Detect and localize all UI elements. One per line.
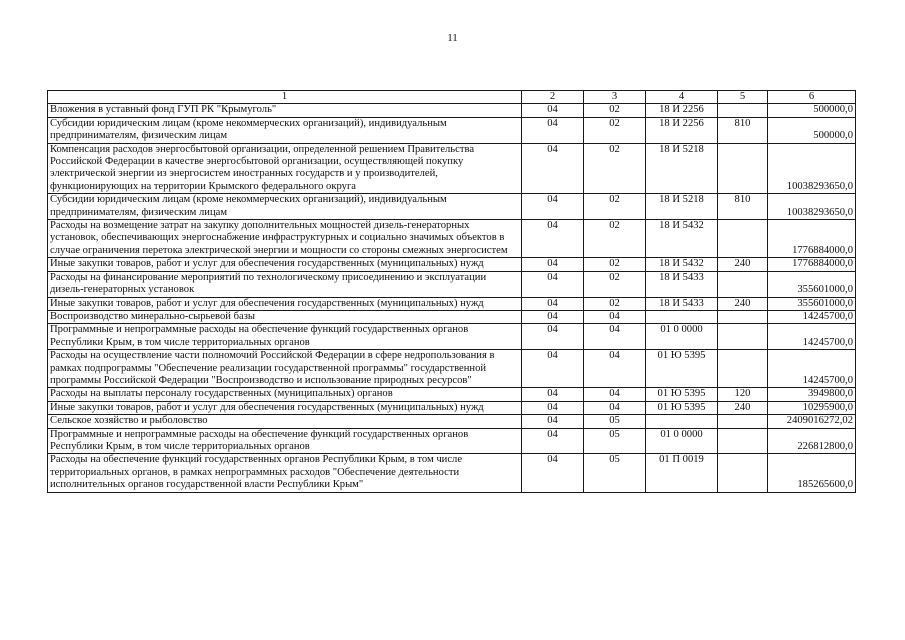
row-amount: 1776884000,0 (768, 258, 856, 271)
row-target-article: 18 И 5218 (646, 143, 718, 194)
row-amount: 14245700,0 (768, 350, 856, 388)
row-section: 04 (522, 401, 584, 414)
table-row (48, 117, 856, 143)
row-expense-type: 240 (718, 258, 768, 271)
row-target-article (646, 310, 718, 323)
row-subsection: 02 (584, 297, 646, 310)
row-amount: 14245700,0 (768, 310, 856, 323)
header-col-1: 1 (48, 91, 522, 104)
row-section: 04 (522, 454, 584, 492)
row-subsection: 02 (584, 258, 646, 271)
table-row (48, 194, 856, 220)
row-target-article: 18 И 2256 (646, 117, 718, 143)
table-row (48, 388, 856, 401)
row-expense-type: 240 (718, 297, 768, 310)
row-amount: 355601000,0 (768, 297, 856, 310)
row-expense-type: 810 (718, 117, 768, 143)
table-row (48, 454, 856, 492)
row-expense-type (718, 324, 768, 350)
row-subsection: 04 (584, 324, 646, 350)
row-subsection: 04 (584, 350, 646, 388)
row-amount: 14245700,0 (768, 324, 856, 350)
row-amount: 185265600,0 (768, 454, 856, 492)
row-target-article: 18 И 5432 (646, 220, 718, 258)
row-subsection: 02 (584, 143, 646, 194)
row-subsection: 04 (584, 388, 646, 401)
row-section: 04 (522, 143, 584, 194)
row-section: 04 (522, 415, 584, 428)
row-name: Вложения в уставный фонд ГУП РК "Крымуголь" (48, 104, 522, 117)
row-amount: 2409016272,02 (768, 415, 856, 428)
row-name: Воспроизводство минерально-сырьевой базы (48, 310, 522, 323)
row-name: Сельское хозяйство и рыболовство (48, 415, 522, 428)
table-row (48, 350, 856, 388)
row-name: Иные закупки товаров, работ и услуг для обеспечения государственных (муниципальных) нужд (48, 297, 522, 310)
table-row (48, 310, 856, 323)
row-target-article: 01 Ю 5395 (646, 401, 718, 414)
page-number: 11 (447, 32, 458, 44)
row-subsection: 02 (584, 194, 646, 220)
table-row (48, 258, 856, 271)
row-expense-type (718, 454, 768, 492)
row-amount: 1776884000,0 (768, 220, 856, 258)
row-name: Расходы на обеспечение функций государственных органов Республики Крым, в том числе территориальных органов, в рамках непрограммных расходов "Обеспечение деятельности исполнительных органов государственной власти Республики Крым" (48, 454, 522, 492)
row-section: 04 (522, 258, 584, 271)
row-target-article: 18 И 5433 (646, 271, 718, 297)
row-expense-type (718, 271, 768, 297)
row-expense-type: 120 (718, 388, 768, 401)
row-amount: 500000,0 (768, 117, 856, 143)
table-row (48, 104, 856, 117)
row-subsection: 02 (584, 104, 646, 117)
table-row (48, 220, 856, 258)
row-name: Иные закупки товаров, работ и услуг для обеспечения государственных (муниципальных) нужд (48, 401, 522, 414)
row-amount: 3949800,0 (768, 388, 856, 401)
row-expense-type (718, 220, 768, 258)
row-subsection: 05 (584, 454, 646, 492)
row-target-article: 18 И 5218 (646, 194, 718, 220)
header-col-5: 5 (718, 91, 768, 104)
row-name: Компенсация расходов энергосбытовой организации, определенной решением Правительства Российской Федерации в качестве энергосбытовой организации, осуществляющей покупку электрической энергии из энергосистем иностранных государств и у производителей, функционирующих на территории Крымского федерального округа (48, 143, 522, 194)
row-subsection: 04 (584, 401, 646, 414)
row-section: 04 (522, 388, 584, 401)
row-amount: 10038293650,0 (768, 194, 856, 220)
row-subsection: 02 (584, 117, 646, 143)
row-name: Расходы на возмещение затрат на закупку дополнительных мощностей дизель-генераторных установок, обеспечивающих энергоснабжение инфраструктурных и социально значимых объектов в случае ограничения перетока электрической энергии и мощности со стороны смежных энергосистем (48, 220, 522, 258)
row-name: Расходы на финансирование мероприятий по технологическому присоединению и эксплуатации дизель-генераторных установок (48, 271, 522, 297)
row-name: Иные закупки товаров, работ и услуг для обеспечения государственных (муниципальных) нужд (48, 258, 522, 271)
header-col-6: 6 (768, 91, 856, 104)
row-subsection: 05 (584, 415, 646, 428)
row-section: 04 (522, 220, 584, 258)
row-section: 04 (522, 350, 584, 388)
table-row (48, 401, 856, 414)
row-target-article: 01 П 0019 (646, 454, 718, 492)
row-name: Субсидии юридическим лицам (кроме некоммерческих организаций), индивидуальным предпринимателям, физическим лицам (48, 117, 522, 143)
row-section: 04 (522, 117, 584, 143)
row-section: 04 (522, 271, 584, 297)
row-expense-type (718, 428, 768, 454)
row-expense-type (718, 104, 768, 117)
row-name: Программные и непрограммные расходы на обеспечение функций государственных органов Республики Крым, в том числе территориальных органов (48, 428, 522, 454)
row-section: 04 (522, 297, 584, 310)
budget-table (47, 90, 856, 493)
row-subsection: 04 (584, 310, 646, 323)
table-row (48, 415, 856, 428)
row-section: 04 (522, 104, 584, 117)
row-target-article: 01 0 0000 (646, 428, 718, 454)
row-amount: 10295900,0 (768, 401, 856, 414)
row-name: Программные и непрограммные расходы на обеспечение функций государственных органов Республики Крым, в том числе территориальных органов (48, 324, 522, 350)
row-name: Расходы на осуществление части полномочий Российской Федерации в сфере недропользования в рамках подпрограммы "Обеспечение реализации государственной программы" государственной программы Российской Федерации "Воспроизводство и использование природных ресурсов" (48, 350, 522, 388)
row-section: 04 (522, 428, 584, 454)
row-amount: 355601000,0 (768, 271, 856, 297)
header-col-3: 3 (584, 91, 646, 104)
row-target-article: 18 И 2256 (646, 104, 718, 117)
row-expense-type (718, 415, 768, 428)
row-section: 04 (522, 324, 584, 350)
row-expense-type (718, 310, 768, 323)
row-amount: 226812800,0 (768, 428, 856, 454)
row-target-article: 01 0 0000 (646, 324, 718, 350)
table-row (48, 297, 856, 310)
row-expense-type (718, 143, 768, 194)
header-col-2: 2 (522, 91, 584, 104)
row-target-article: 01 Ю 5395 (646, 350, 718, 388)
row-amount: 500000,0 (768, 104, 856, 117)
row-target-article: 18 И 5433 (646, 297, 718, 310)
row-expense-type: 240 (718, 401, 768, 414)
row-name: Расходы на выплаты персоналу государственных (муниципальных) органов (48, 388, 522, 401)
header-col-4: 4 (646, 91, 718, 104)
row-amount: 10038293650,0 (768, 143, 856, 194)
row-section: 04 (522, 310, 584, 323)
row-subsection: 02 (584, 220, 646, 258)
row-name: Субсидии юридическим лицам (кроме некоммерческих организаций), индивидуальным предпринимателям, физическим лицам (48, 194, 522, 220)
row-expense-type: 810 (718, 194, 768, 220)
row-section: 04 (522, 194, 584, 220)
row-target-article: 01 Ю 5395 (646, 388, 718, 401)
row-target-article: 18 И 5432 (646, 258, 718, 271)
table-row (48, 143, 856, 194)
row-expense-type (718, 350, 768, 388)
table-header-row (48, 91, 856, 104)
table-row (48, 324, 856, 350)
row-target-article (646, 415, 718, 428)
row-subsection: 05 (584, 428, 646, 454)
table-row (48, 271, 856, 297)
table-row (48, 428, 856, 454)
row-subsection: 02 (584, 271, 646, 297)
